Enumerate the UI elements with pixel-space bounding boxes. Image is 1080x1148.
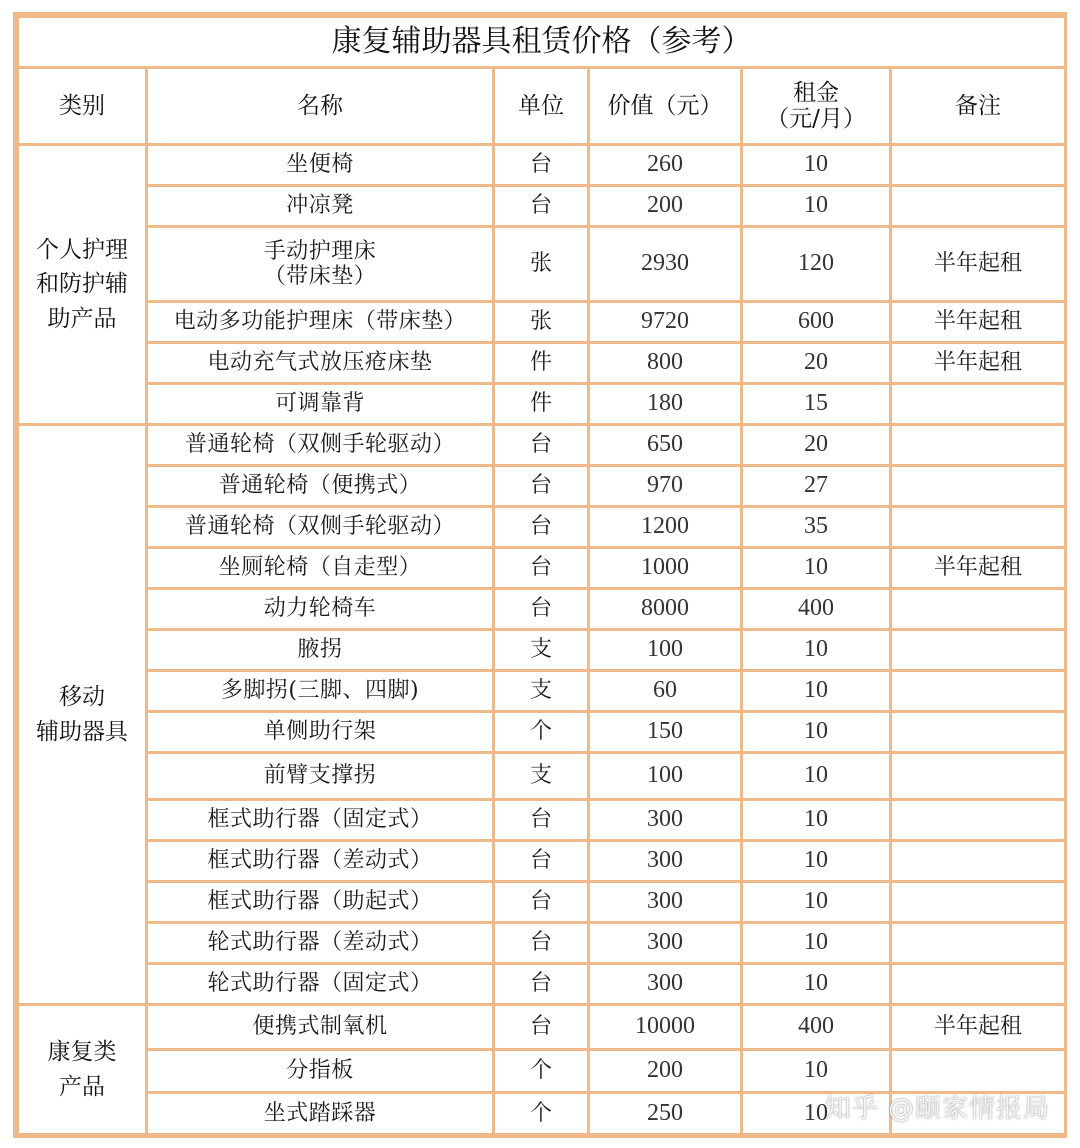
- item-rent: 10: [742, 1050, 891, 1093]
- item-value: 180: [589, 384, 742, 425]
- item-name: [147, 227, 494, 302]
- table-row: [18, 466, 1066, 507]
- item-unit: 张: [494, 227, 589, 302]
- price-table-frame: [13, 12, 1067, 1138]
- item-note: [891, 466, 1066, 507]
- item-value: 100: [589, 630, 742, 671]
- item-unit: 件: [494, 343, 589, 384]
- item-value: 200: [589, 1050, 742, 1093]
- item-value: 260: [589, 145, 742, 186]
- item-name: 冲凉凳: [147, 186, 494, 227]
- item-note: [891, 145, 1066, 186]
- item-name: 前臂支撑拐: [147, 753, 494, 800]
- item-rent: 10: [742, 548, 891, 589]
- item-rent: 400: [742, 589, 891, 630]
- table-row: [18, 145, 1066, 186]
- item-rent: 10: [742, 671, 891, 712]
- category-label-line: 和防护辅: [36, 271, 128, 298]
- table-row: [18, 800, 1066, 841]
- item-value: 9720: [589, 302, 742, 343]
- item-name: 坐式踏踩器: [147, 1093, 494, 1135]
- item-unit: 台: [494, 507, 589, 548]
- table-row: [18, 753, 1066, 800]
- item-name: 电动充气式放压疮床垫: [147, 343, 494, 384]
- item-unit: 台: [494, 548, 589, 589]
- item-name: 框式助行器（助起式）: [147, 882, 494, 923]
- table-row: [18, 882, 1066, 923]
- item-name: 分指板: [147, 1050, 494, 1093]
- item-name: 轮式助行器（差动式）: [147, 923, 494, 964]
- item-value: 1200: [589, 507, 742, 548]
- item-note: 半年起租: [891, 548, 1066, 589]
- header-unit: 单位: [494, 68, 589, 145]
- header-value: 价值（元）: [589, 68, 742, 145]
- category-label-line: 个人护理: [36, 236, 128, 263]
- item-name: 框式助行器（固定式）: [147, 800, 494, 841]
- item-name: 坐厕轮椅（自走型）: [147, 548, 494, 589]
- rental-price-table: [16, 15, 1067, 1136]
- item-unit: 个: [494, 1093, 589, 1135]
- item-rent: 400: [742, 1005, 891, 1050]
- item-rent: 20: [742, 425, 891, 466]
- item-value: 300: [589, 964, 742, 1005]
- header-rent: [742, 68, 891, 145]
- table-title: 康复辅助器具租赁价格（参考）: [18, 17, 1066, 68]
- item-note: [891, 923, 1066, 964]
- header-note: 备注: [891, 68, 1066, 145]
- item-rent: 20: [742, 343, 891, 384]
- header-category: 类别: [18, 68, 147, 145]
- table-row: [18, 186, 1066, 227]
- table-row: [18, 630, 1066, 671]
- item-rent: 10: [742, 186, 891, 227]
- item-value: 2930: [589, 227, 742, 302]
- item-rent: 35: [742, 507, 891, 548]
- category-personal-care: [18, 145, 147, 425]
- table-row: [18, 589, 1066, 630]
- item-unit: 张: [494, 302, 589, 343]
- item-note: [891, 186, 1066, 227]
- item-unit: 台: [494, 145, 589, 186]
- item-name-line2: （带床垫）: [263, 264, 377, 289]
- item-name: 单侧助行架: [147, 712, 494, 753]
- item-note: [891, 841, 1066, 882]
- item-name: 可调靠背: [147, 384, 494, 425]
- item-unit: 台: [494, 964, 589, 1005]
- item-rent: 600: [742, 302, 891, 343]
- table-row: [18, 302, 1066, 343]
- item-note: [891, 384, 1066, 425]
- header-rent-line2: （元/月）: [766, 106, 866, 132]
- item-value: 300: [589, 882, 742, 923]
- item-rent: 10: [742, 800, 891, 841]
- item-name: 腋拐: [147, 630, 494, 671]
- item-rent: 10: [742, 712, 891, 753]
- table-row: [18, 964, 1066, 1005]
- item-value: 970: [589, 466, 742, 507]
- item-value: 8000: [589, 589, 742, 630]
- item-name: 框式助行器（差动式）: [147, 841, 494, 882]
- item-value: 300: [589, 841, 742, 882]
- item-unit: 台: [494, 466, 589, 507]
- header-rent-line1: 租金: [793, 79, 839, 106]
- table-row: [18, 425, 1066, 466]
- item-unit: 台: [494, 841, 589, 882]
- item-rent: 10: [742, 882, 891, 923]
- item-name: 普通轮椅（双侧手轮驱动）: [147, 425, 494, 466]
- item-name: 普通轮椅（便携式）: [147, 466, 494, 507]
- item-note: 半年起租: [891, 343, 1066, 384]
- item-note: [891, 425, 1066, 466]
- category-mobility: [18, 425, 147, 1005]
- item-value: 100: [589, 753, 742, 800]
- item-note: 半年起租: [891, 1005, 1066, 1050]
- item-note: [891, 630, 1066, 671]
- table-row: [18, 343, 1066, 384]
- item-value: 10000: [589, 1005, 742, 1050]
- item-rent: 10: [742, 923, 891, 964]
- category-label-line: 移动: [59, 684, 105, 710]
- category-label-line: 辅助器具: [36, 718, 128, 745]
- item-note: [891, 712, 1066, 753]
- item-unit: 个: [494, 712, 589, 753]
- item-value: 300: [589, 923, 742, 964]
- category-label-line: 康复类: [47, 1039, 117, 1065]
- item-unit: 台: [494, 186, 589, 227]
- item-value: 300: [589, 800, 742, 841]
- item-name: 普通轮椅（双侧手轮驱动）: [147, 507, 494, 548]
- item-name-line1: 手动护理床: [263, 238, 377, 264]
- table-row: [18, 507, 1066, 548]
- item-name: 动力轮椅车: [147, 589, 494, 630]
- item-name: 电动多功能护理床（带床垫）: [147, 302, 494, 343]
- zhihu-watermark: 知乎 @颐家情报局: [824, 1094, 1050, 1124]
- item-rent: 10: [742, 1093, 891, 1135]
- table-row: [18, 923, 1066, 964]
- table-row: [18, 548, 1066, 589]
- item-unit: 个: [494, 1050, 589, 1093]
- item-unit: 台: [494, 800, 589, 841]
- item-rent: 10: [742, 841, 891, 882]
- item-name: 便携式制氧机: [147, 1005, 494, 1050]
- item-unit: 台: [494, 923, 589, 964]
- item-note: [891, 800, 1066, 841]
- item-value: 250: [589, 1093, 742, 1135]
- item-value: 60: [589, 671, 742, 712]
- item-value: 650: [589, 425, 742, 466]
- item-note: [891, 964, 1066, 1005]
- item-note: 半年起租: [891, 227, 1066, 302]
- item-rent: 10: [742, 145, 891, 186]
- item-rent: 27: [742, 466, 891, 507]
- item-value: 150: [589, 712, 742, 753]
- table-row: [18, 1005, 1066, 1050]
- item-unit: 台: [494, 882, 589, 923]
- item-note: [891, 753, 1066, 800]
- item-note: [891, 589, 1066, 630]
- table-row: [18, 712, 1066, 753]
- item-unit: 台: [494, 1005, 589, 1050]
- item-name: 多脚拐(三脚、四脚): [147, 671, 494, 712]
- item-unit: 台: [494, 589, 589, 630]
- item-rent: 15: [742, 384, 891, 425]
- item-note: [891, 882, 1066, 923]
- item-unit: 支: [494, 671, 589, 712]
- item-unit: 件: [494, 384, 589, 425]
- item-note: 半年起租: [891, 302, 1066, 343]
- item-rent: 120: [742, 227, 891, 302]
- category-label-line: 产品: [59, 1073, 105, 1100]
- item-rent: 10: [742, 964, 891, 1005]
- item-note: [891, 507, 1066, 548]
- item-rent: 10: [742, 753, 891, 800]
- item-note: [891, 671, 1066, 712]
- table-row: [18, 384, 1066, 425]
- item-value: 800: [589, 343, 742, 384]
- table-row: [18, 841, 1066, 882]
- table-row: [18, 227, 1066, 302]
- item-name: 坐便椅: [147, 145, 494, 186]
- item-rent: 10: [742, 630, 891, 671]
- item-name: 轮式助行器（固定式）: [147, 964, 494, 1005]
- table-row: [18, 671, 1066, 712]
- table-row: [18, 1050, 1066, 1093]
- item-value: 200: [589, 186, 742, 227]
- item-note: [891, 1050, 1066, 1093]
- header-name: 名称: [147, 68, 494, 145]
- category-label-line: 助产品: [47, 305, 117, 332]
- item-unit: 支: [494, 753, 589, 800]
- item-unit: 台: [494, 425, 589, 466]
- category-rehabilitation: [18, 1005, 147, 1135]
- item-unit: 支: [494, 630, 589, 671]
- item-value: 1000: [589, 548, 742, 589]
